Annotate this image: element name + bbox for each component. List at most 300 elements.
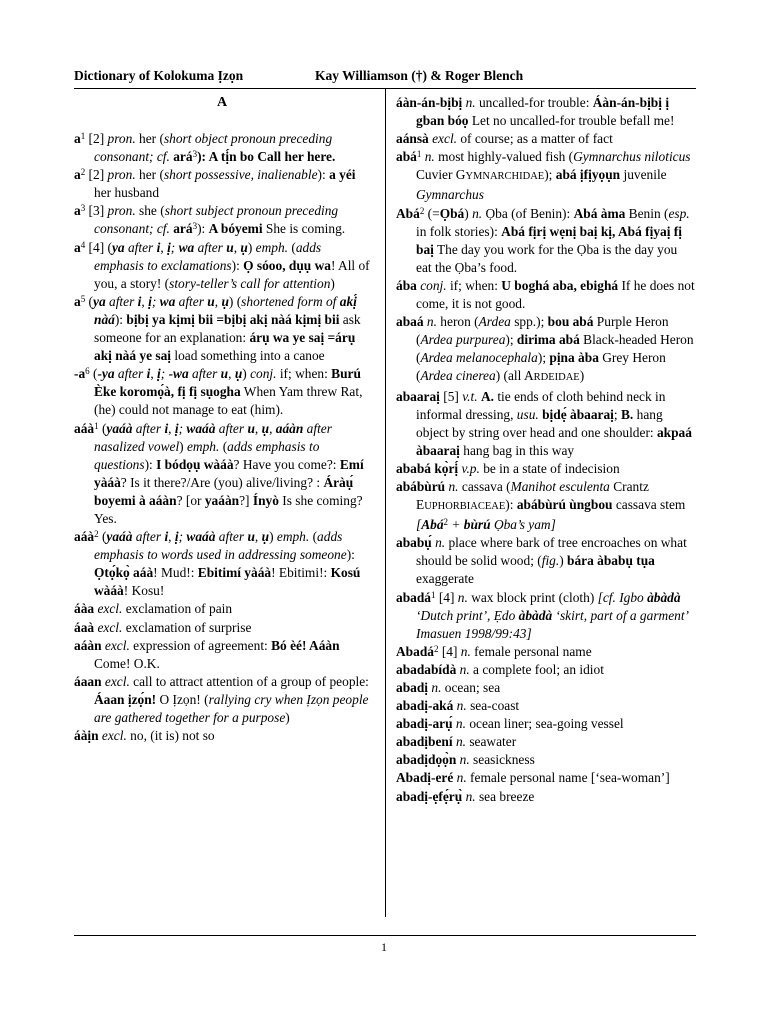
headword: abadị [396,680,429,695]
entry-text: ụ [221,293,229,309]
left-column [74,94,370,745]
entry-text: n. [455,734,466,750]
entry-text: excl. [97,619,123,635]
entry-text: i [164,420,169,436]
entry-text: adds emphasis to exclamations [94,239,322,273]
entry-text: wa [178,239,195,255]
running-title: Dictionary of Kolokuma Ịzọn [74,68,244,83]
entry-text: ocean liner; sea-going vessel [465,716,624,732]
entry-text: ụ [240,239,248,255]
entry-text: n. [459,752,470,768]
dictionary-entry [396,733,696,751]
entry-text: i [156,239,161,255]
headword: abadị-aká [396,698,454,714]
entry-text: heron ( [436,314,479,330]
entry-text: ( [219,438,228,454]
entry-text: if; when: [446,277,502,293]
entry-text: usu. [516,406,539,422]
entry-text: Ebitimí yàáà [197,565,272,581]
dictionary-entry [396,148,696,204]
headword: áaan [74,673,102,689]
entry-text: abá ịfịyọụn [555,167,621,183]
entry-text: after nasalized vowel [94,420,332,454]
dictionary-entry [74,420,370,529]
dictionary-entry [74,293,370,365]
entry-text: after [215,529,248,545]
entry-text: pron. [107,131,136,146]
entry-text: pron. [107,203,136,219]
entry-text: shortened form of [241,293,340,309]
entry-text: ? Is it there?/Are (you) alive/living? : [120,474,324,490]
entry-text: ụ [234,366,243,382]
entry-text: yaáàn [204,492,240,508]
page-header [74,68,696,88]
entry-text: , [214,293,222,309]
entry-text: female personal name [470,643,592,659]
entry-text: Manihot esculenta [510,478,610,494]
entry-text: Ọtọ́kọ̀ aáà [94,565,154,581]
entry-text: ) [269,529,277,545]
entry-text: Purple Heron ( [416,314,669,348]
entry-text: ): [144,456,157,472]
entry-text: She is coming. [262,221,346,237]
headword: áàa [74,601,95,617]
entry-text: ): [197,221,209,237]
dictionary-entry [396,589,696,643]
entry-text: bou abá [547,314,594,330]
dictionary-entry [396,277,696,313]
entry-text: , [269,420,276,436]
entry-text: bịbị ya kịmị bii =bịbị akị nàá kịmị bii [126,311,340,327]
entry-text: after [132,420,165,436]
entry-text: Black-headed Heron ( [416,332,694,366]
headword: a [74,167,81,183]
entry-text: cassava stem [612,497,686,513]
entry-text: pron. [107,167,136,183]
entry-text: bịdẹ́ àbaaraị [542,406,614,422]
entry-text: most highly-valued fish ( [434,149,574,165]
entry-text: ): [231,257,244,273]
dictionary-entry [396,661,696,679]
entry-text: spp.); [510,314,548,330]
section-letter: A [216,95,228,110]
entry-text: ! All of you, a story! ( [94,257,370,291]
headword: áaà [74,619,95,635]
entry-text: v.p. [461,460,480,476]
entry-text: àbàdà [647,589,681,605]
entry-text: -ya [97,366,115,382]
entry-text: after [194,239,227,255]
dictionary-entry [74,365,370,419]
entry-text: 2 [433,643,439,654]
entry-text: n. [456,770,467,786]
entry-text: A bóyemi [208,221,263,237]
entry-text: bùrú [463,517,491,533]
column-divider [385,88,386,917]
entry-text: no, (it is) not so [126,728,215,744]
entry-text: 2 [443,517,449,528]
headword: abadabídà [396,661,457,677]
entry-text: wa [159,293,176,309]
entry-text: after [175,293,208,309]
entry-text: story-teller’s call for attention [169,275,331,291]
dictionary-entry [396,130,696,148]
entry-text: ; [151,293,160,309]
entry-text: ; [160,366,169,382]
entry-text: [4] [438,643,461,659]
entry-text: Gymnarchus niloticus [573,149,691,165]
dictionary-entry [396,205,696,277]
entry-text: exaggerate [416,571,474,587]
entry-text: ! Mud!: [153,565,198,581]
entry-text: [4] ( [85,239,112,255]
entry-text: aáàn [275,420,304,436]
dictionary-entry [74,673,370,727]
entry-text: ) [242,366,251,382]
entry-text: ); [505,332,517,348]
headword: abábùrú [396,478,446,494]
entry-text: ! Ebitimi!: [271,565,331,581]
entry-text: Burú Èke koromọ́à, fị fị sụogha [94,366,361,400]
entry-text: Abá àma [573,205,626,221]
entry-text: n. [455,716,466,732]
headword: abaaraị [396,388,440,404]
dictionary-entry [396,769,696,787]
entry-text: u [247,529,255,545]
entry-text: in folk stories): [416,223,502,239]
entry-text: i [137,293,142,309]
dictionary-entry [74,727,370,745]
dictionary-entry [74,619,370,637]
entry-text: ): [114,311,127,327]
dictionary-entry [396,534,696,588]
entry-text: emph. [186,438,220,454]
entry-text: Gymnarchus [416,187,484,203]
dictionary-entry [74,130,370,166]
entry-text: [cf. Igbo [597,589,648,605]
entry-text: rallying cry when Ịzọn people are gathered together for a purpose [94,691,369,725]
entry-text: ) [179,438,187,454]
entry-text: 1 [430,589,436,600]
dictionary-entry [74,637,370,673]
dictionary-entry [74,528,370,600]
entry-text: after [114,366,147,382]
entry-text: ): [317,167,330,183]
entry-text: The day you work for the Ọba is the day you eat the Ọba’s food. [416,241,678,275]
headword: ababá kọ̀rị́ [396,460,459,476]
entry-text: n. [456,698,467,714]
headword: abadá [396,589,431,605]
entry-text: excl. [97,601,123,617]
headword: abadị-arụ́ [396,716,453,732]
entry-text: tie ends of cloth behind neck in informal dressing, [416,388,666,422]
entry-text: she ( [135,203,165,219]
entry-text: v.t. [462,388,478,404]
entry-text: ( [89,366,98,382]
entry-text: ): [346,547,355,563]
headword: aáà [74,420,95,436]
entry-text: [3] [85,203,108,219]
entry-text: pịna àba [549,350,599,366]
dictionary-entry [396,478,696,534]
entry-text: ( [309,529,318,545]
entry-text: if; when: [276,366,332,382]
entry-text: yaáà [106,529,133,545]
entry-text: n. [465,788,476,804]
dictionary-entry [396,313,696,387]
right-column [396,94,696,806]
dictionary-entry [396,388,696,460]
entry-text: UPHORBIACEAE [424,501,506,513]
entry-text: akị́ nàá [94,293,357,327]
entry-text: u [226,239,234,255]
headword: Abadá [396,643,434,659]
entry-text: ( [98,420,107,436]
entry-text: Ọbá [439,205,465,221]
headword: ába [396,277,417,293]
entry-text: Is she coming? Yes. [94,492,363,526]
entry-text: Abá fịrị wẹnị baị kị, Abá fịyaị fị baị [416,223,682,257]
entry-text: emph. [276,529,310,545]
entry-text: ( [288,239,296,255]
entry-text: 2 [80,167,86,178]
entry-text: hang object by string over head and one shoulder: [416,406,663,440]
entry-text: n. [426,314,437,330]
entry-text: conj. [420,277,447,293]
headword: aáà [74,529,95,545]
entry-text: expression of agreement: [129,637,272,653]
entry-text: excl. [104,637,130,653]
entry-text: [4] [435,589,458,605]
entry-text: adds emphasis to words used in addressing someone [94,529,347,563]
entry-text: exclamation of surprise [122,619,252,635]
entry-text: ! Kosu! [123,583,165,599]
headword: aáàn [74,637,102,653]
entry-text: ya [93,293,106,309]
entry-text: ‘Dutch print’, Ẹdo [416,607,519,623]
entry-text: 1 [94,420,99,431]
entry-text: Let no uncalled-for trouble befall me! [468,113,675,129]
entry-text: 1 [80,131,86,141]
entry-text: n. [460,643,471,659]
entry-text: -wa [168,366,189,382]
entry-text: ?] [239,492,253,508]
entry-text: after [188,366,221,382]
entry-text: ! ( [196,691,209,707]
entry-text: n. [448,478,459,494]
entry-text: ) [247,239,256,255]
entry-text: ; [178,529,187,545]
dictionary-entry [396,697,696,715]
entry-text: Áàn-án-bịbị ị gban bóọ [416,95,670,129]
entry-text: When Yam threw Rat, (he) could not manage to eat (him). [94,384,363,418]
entry-text: Cuvier G [416,167,466,183]
entry-text: n. [457,589,468,605]
entry-text: place where bark of tree encroaches on what should be solid wood; ( [416,535,687,569]
entry-text: ) [285,710,290,725]
entry-text: waáà [186,529,216,545]
dictionary-entry [396,94,696,130]
entry-text: Ínyò [252,492,279,508]
headword: Abadị-eré [396,770,454,786]
entry-text: of course; as a matter of fact [457,131,613,147]
entry-text: call to attract attention of a group of people: [129,673,369,689]
entry-text: ): [505,497,517,513]
entry-text: sea breeze [475,788,535,804]
entry-text: YMNARCHIDAE [465,171,545,183]
entry-text: wax block print (cloth) [467,589,598,605]
entry-text: n. [472,205,483,221]
entry-text: ará [173,149,193,165]
entry-text: u [207,293,215,309]
entry-text: short subject pronoun preceding consonant; cf. [94,203,339,237]
entry-text: 4 [80,239,86,250]
entry-text: [2] [85,167,108,183]
entry-text: ị [174,420,179,436]
entry-text: i [146,366,151,382]
entry-text: O [156,691,173,707]
entry-text: (= [424,205,440,221]
entry-text: 2 [94,529,99,540]
entry-text: 3 [192,149,198,160]
entry-text: ; [613,406,621,422]
entry-text: Ọba (of Benin): [482,205,574,221]
entry-text: after [105,293,138,309]
entry-text: ; [178,420,187,436]
entry-text: Abá [421,517,444,533]
entry-text: ? Have you come?: [233,456,340,472]
entry-text: n. [435,535,446,551]
entry-text: ; [170,239,179,255]
entry-text: akpaá àbaaraị [416,424,692,458]
dictionary-entry [74,166,370,202]
entry-text: ); [537,350,550,366]
entry-text: seawater [465,734,517,750]
entry-text: female personal name [‘sea-woman’] [466,770,670,786]
entry-text: , [233,239,241,255]
entry-text: n. [431,680,442,695]
entry-text: , [141,293,149,309]
entry-text: uncalled-for trouble: [475,95,593,110]
entry-text: sea-coast [466,698,520,714]
entry-text: 6 [85,366,90,377]
entry-text: seasickness [469,752,535,768]
entry-text: adds emphasis to questions [94,438,320,472]
entry-text: after [124,239,157,255]
entry-text: short object pronoun preceding consonant; cf. [94,131,333,165]
dictionary-entry [74,600,370,618]
entry-text: Ọ sóoo, dụụ wa [243,257,331,273]
entry-text: esp. [668,205,690,221]
entry-text: U boghá aba, ebighá [501,277,619,293]
entry-text: , [168,420,175,436]
entry-text: árụ wa ye saị =árụ akị nàá ye saị [94,330,356,364]
entry-text: ) [559,553,568,569]
headword: abaá [396,314,424,330]
entry-text: ) [464,205,473,221]
headword: abadị-ẹfẹ́rụ̀ [396,788,463,804]
entry-text: her husband [94,185,160,201]
entry-text: cassava ( [458,478,511,494]
entry-text: ị [157,366,161,382]
entry-text: , [150,366,158,382]
entry-text: 5 [80,293,86,304]
entry-text: dirima abá [516,332,580,348]
entry-text: Áràụ́ boyemi à aáàn [94,474,354,508]
entry-text: after [132,529,165,545]
entry-text: bára àbabụ tụa [567,553,655,569]
entry-text: be in a state of indecision [479,460,620,476]
entry-text: If he does not come, it is not good. [416,277,695,312]
dictionary-entry [396,751,696,769]
page-number: 1 [381,940,387,954]
entry-text: + [448,517,464,533]
entry-text: load something into a canoe [171,348,325,364]
headword: ababụ́ [396,535,432,551]
entry-text: Benin ( [625,205,669,221]
headword: abadịdọọ̀n [396,752,457,768]
headword: áàn-án-bịbị [396,95,463,110]
entry-text: exclamation of pain [122,601,233,617]
entry-text: 3 [192,221,198,232]
entry-text: emph. [255,239,289,255]
entry-text: Kosú wàáà [94,565,361,599]
entry-text: , [254,420,262,436]
entry-text: ị [148,293,152,309]
entry-text: Ardea melanocephala [420,350,538,366]
entry-text: u [220,366,229,382]
headword: Abá [396,205,420,221]
entry-text: conj. [250,366,277,382]
entry-text: n. [465,95,476,110]
entry-text: , [228,366,235,382]
entry-text: excl. [104,673,130,689]
entry-text: ará [173,221,193,237]
entry-text: excl. [432,131,458,147]
entry-text: ) (all A [495,368,534,384]
entry-text: ya [111,239,125,255]
entry-text: n. [424,149,435,165]
headword: abá [396,149,417,165]
headword: a [74,239,81,255]
headword: aánsà [396,131,429,147]
entry-text: ): A tị́n bo Call her here. [197,149,336,165]
entry-text: ask someone for an explanation: [94,311,361,346]
entry-text: Emí yàáà [94,456,364,490]
headword: -a [74,366,86,382]
dictionary-entry [74,239,370,293]
entry-text: RDEIDAE [533,372,580,384]
entry-text: ‘skirt, part of a garment’ Imasuen 1998/99:43] [416,607,688,641]
headword: a [74,131,81,146]
headword: a [74,293,81,309]
entry-text: ị [174,529,179,545]
entry-text: ); [544,167,556,183]
entry-text: short possessive, inalienable [163,167,318,183]
entry-text: ) [330,275,335,291]
entry-text: ( [98,529,107,545]
dictionary-entry [74,202,370,238]
entry-text: ocean; sea [441,680,501,695]
entry-text: waáà [186,420,216,436]
entry-text: Crantz E [416,478,649,513]
entry-text: ụ [261,529,270,545]
entry-text: 2 [419,205,425,216]
entry-text: Ardea [478,314,511,330]
entry-text: Ardea cinerea [420,368,496,384]
headword: abadịbení [396,734,453,750]
entry-text: yaáà [106,420,133,436]
